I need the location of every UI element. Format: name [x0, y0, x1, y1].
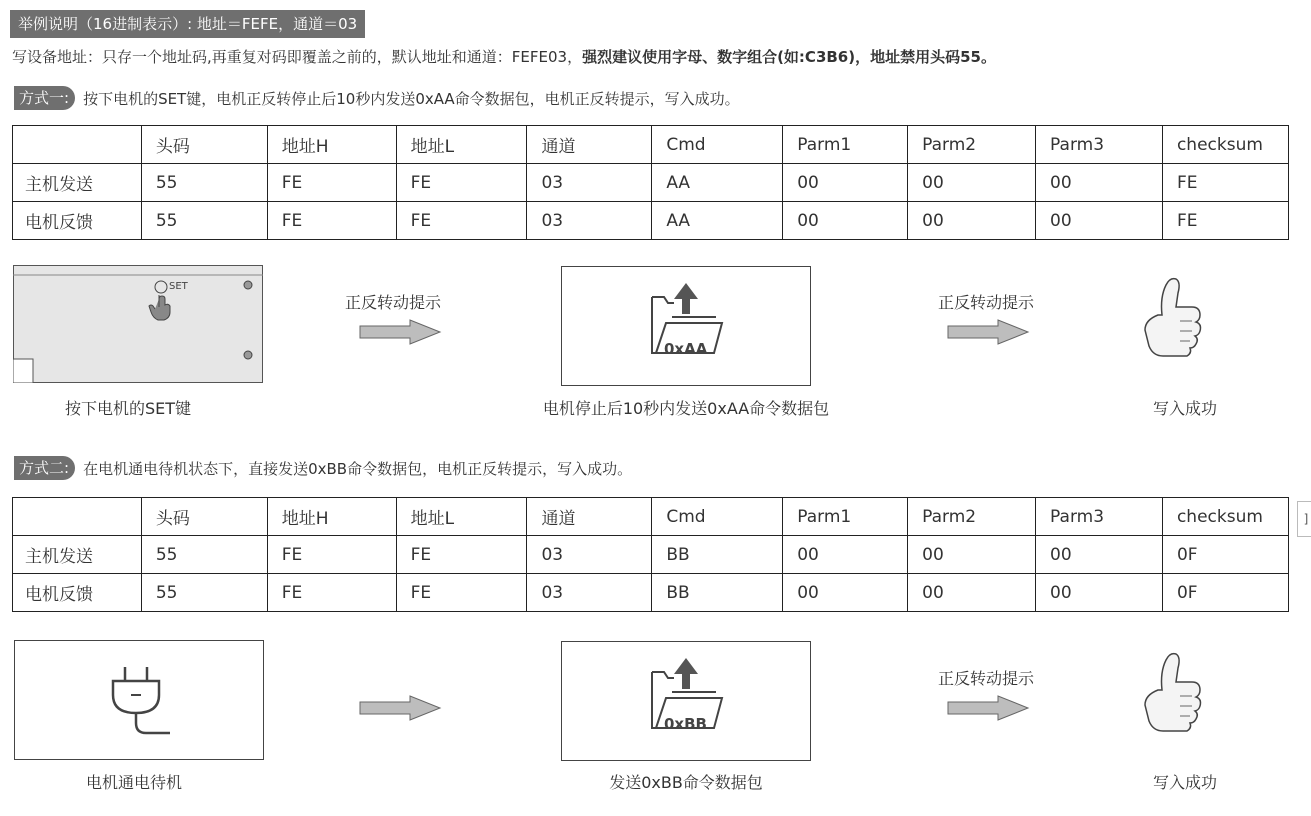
right-arrow-icon — [358, 695, 442, 721]
table-header-cell: 头码 — [141, 498, 267, 536]
method2-text: 在电机通电待机状态下，直接发送0xBB命令数据包，电机正反转提示，写入成功。 — [83, 459, 633, 478]
table-row — [13, 202, 1289, 240]
table-header-cell: 头码 — [141, 126, 267, 164]
table-cell: 00 — [783, 574, 908, 612]
packet-label: 0xAA — [664, 340, 708, 358]
thumbs-up-icon — [1140, 275, 1204, 371]
motor-panel-icon — [13, 265, 263, 383]
set-label: SET — [169, 281, 188, 292]
table-cell: 0F — [1162, 574, 1288, 612]
thumbs-up-icon — [1140, 650, 1204, 746]
table-header-cell: 地址H — [267, 498, 396, 536]
method1-text: 按下电机的SET键，电机正反转停止后10秒内发送0xAA命令数据包，电机正反转提示，写入成功。 — [83, 89, 740, 108]
table-row — [13, 574, 1289, 612]
table-row — [13, 536, 1289, 574]
table-cell: FE — [396, 202, 527, 240]
table-header-cell: Cmd — [652, 498, 783, 536]
table-cell: FE — [267, 202, 396, 240]
table-cell: FE — [267, 536, 396, 574]
right-arrow-icon — [358, 319, 442, 345]
table-cell: FE — [396, 536, 527, 574]
table-cell: 00 — [1036, 164, 1163, 202]
table-cell: 55 — [141, 202, 267, 240]
table-cell: 03 — [527, 574, 652, 612]
table-cell: BB — [652, 574, 783, 612]
right-arrow-icon — [946, 319, 1030, 345]
motor-panel-illustration — [13, 265, 263, 383]
table-header-cell: Parm1 — [783, 126, 908, 164]
table-header-cell: 地址H — [267, 126, 396, 164]
intro-text — [12, 46, 996, 67]
method1-table — [12, 125, 1289, 240]
table-cell: 主机发送 — [13, 164, 142, 202]
table-cell: 00 — [908, 536, 1036, 574]
table-cell: 00 — [908, 574, 1036, 612]
arrow2-label: 正反转动提示 — [938, 669, 1035, 688]
table-cell: FE — [267, 574, 396, 612]
table-cell: 00 — [783, 536, 908, 574]
table-cell: 电机反馈 — [13, 574, 142, 612]
table-header-cell — [13, 498, 142, 536]
method2-table — [12, 497, 1289, 612]
table-cell: FE — [1162, 202, 1288, 240]
table-cell: FE — [396, 164, 527, 202]
step1-caption: 电机通电待机 — [85, 773, 182, 792]
step3-caption: 写入成功 — [1152, 773, 1217, 792]
table-cell: 03 — [527, 164, 652, 202]
table-header-row — [13, 498, 1289, 536]
table-cell: 03 — [527, 202, 652, 240]
table-header-cell: 地址L — [396, 498, 527, 536]
table-header-cell: Parm3 — [1036, 498, 1163, 536]
arrow1-label: 正反转动提示 — [345, 293, 442, 312]
table-cell: 55 — [141, 536, 267, 574]
table-cell: 00 — [1036, 536, 1163, 574]
table-header-cell: Parm3 — [1036, 126, 1163, 164]
table-header-cell: checksum — [1162, 498, 1288, 536]
method1-badge: 方式一: — [14, 86, 75, 110]
table-cell: 00 — [1036, 574, 1163, 612]
method1-line — [14, 86, 740, 110]
table-row — [13, 164, 1289, 202]
page-title: 举例说明（16进制表示）: 地址＝FEFE，通道＝03 — [10, 10, 365, 38]
table-header-row — [13, 126, 1289, 164]
table-header-cell: 通道 — [527, 126, 652, 164]
step2-caption: 发送0xBB命令数据包 — [609, 773, 763, 792]
packet-box — [561, 266, 811, 386]
table-cell: BB — [652, 536, 783, 574]
table-cell: 03 — [527, 536, 652, 574]
method2-line — [14, 456, 632, 480]
side-panel-handle[interactable]: ] — [1297, 501, 1311, 537]
right-arrow-icon — [946, 695, 1030, 721]
table-header-cell: 地址L — [396, 126, 527, 164]
table-header-cell: Parm2 — [908, 498, 1036, 536]
table-header-cell: Parm2 — [908, 126, 1036, 164]
table-cell: FE — [1162, 164, 1288, 202]
step2-caption: 电机停止后10秒内发送0xAA命令数据包 — [542, 399, 830, 418]
table-header-cell: Cmd — [652, 126, 783, 164]
table-cell: FE — [396, 574, 527, 612]
table-cell: AA — [652, 202, 783, 240]
table-cell: 主机发送 — [13, 536, 142, 574]
table-cell: FE — [267, 164, 396, 202]
table-cell: 55 — [141, 164, 267, 202]
table-cell: AA — [652, 164, 783, 202]
plug-box — [14, 640, 264, 760]
table-header-cell: checksum — [1162, 126, 1288, 164]
table-cell: 55 — [141, 574, 267, 612]
table-header-cell: Parm1 — [783, 498, 908, 536]
table-cell: 电机反馈 — [13, 202, 142, 240]
intro-plain: 写设备地址：只存一个地址码,再重复对码即覆盖之前的，默认地址和通道：FEFE03， — [12, 48, 583, 66]
table-cell: 00 — [783, 164, 908, 202]
table-cell: 00 — [783, 202, 908, 240]
table-cell: 00 — [908, 164, 1036, 202]
table-cell: 0F — [1162, 536, 1288, 574]
intro-bold: 强烈建议使用字母、数字组合(如:C3B6)，地址禁用头码55。 — [582, 48, 996, 66]
step1-caption: 按下电机的SET键 — [64, 399, 192, 418]
table-cell: 00 — [908, 202, 1036, 240]
method2-badge: 方式二: — [14, 456, 75, 480]
table-header-cell: 通道 — [527, 498, 652, 536]
table-cell: 00 — [1036, 202, 1163, 240]
table-header-cell — [13, 126, 142, 164]
step3-caption: 写入成功 — [1152, 399, 1217, 418]
packet-label: 0xBB — [664, 715, 707, 733]
packet-box — [561, 641, 811, 761]
power-plug-icon — [105, 661, 185, 741]
arrow2-label: 正反转动提示 — [938, 293, 1035, 312]
